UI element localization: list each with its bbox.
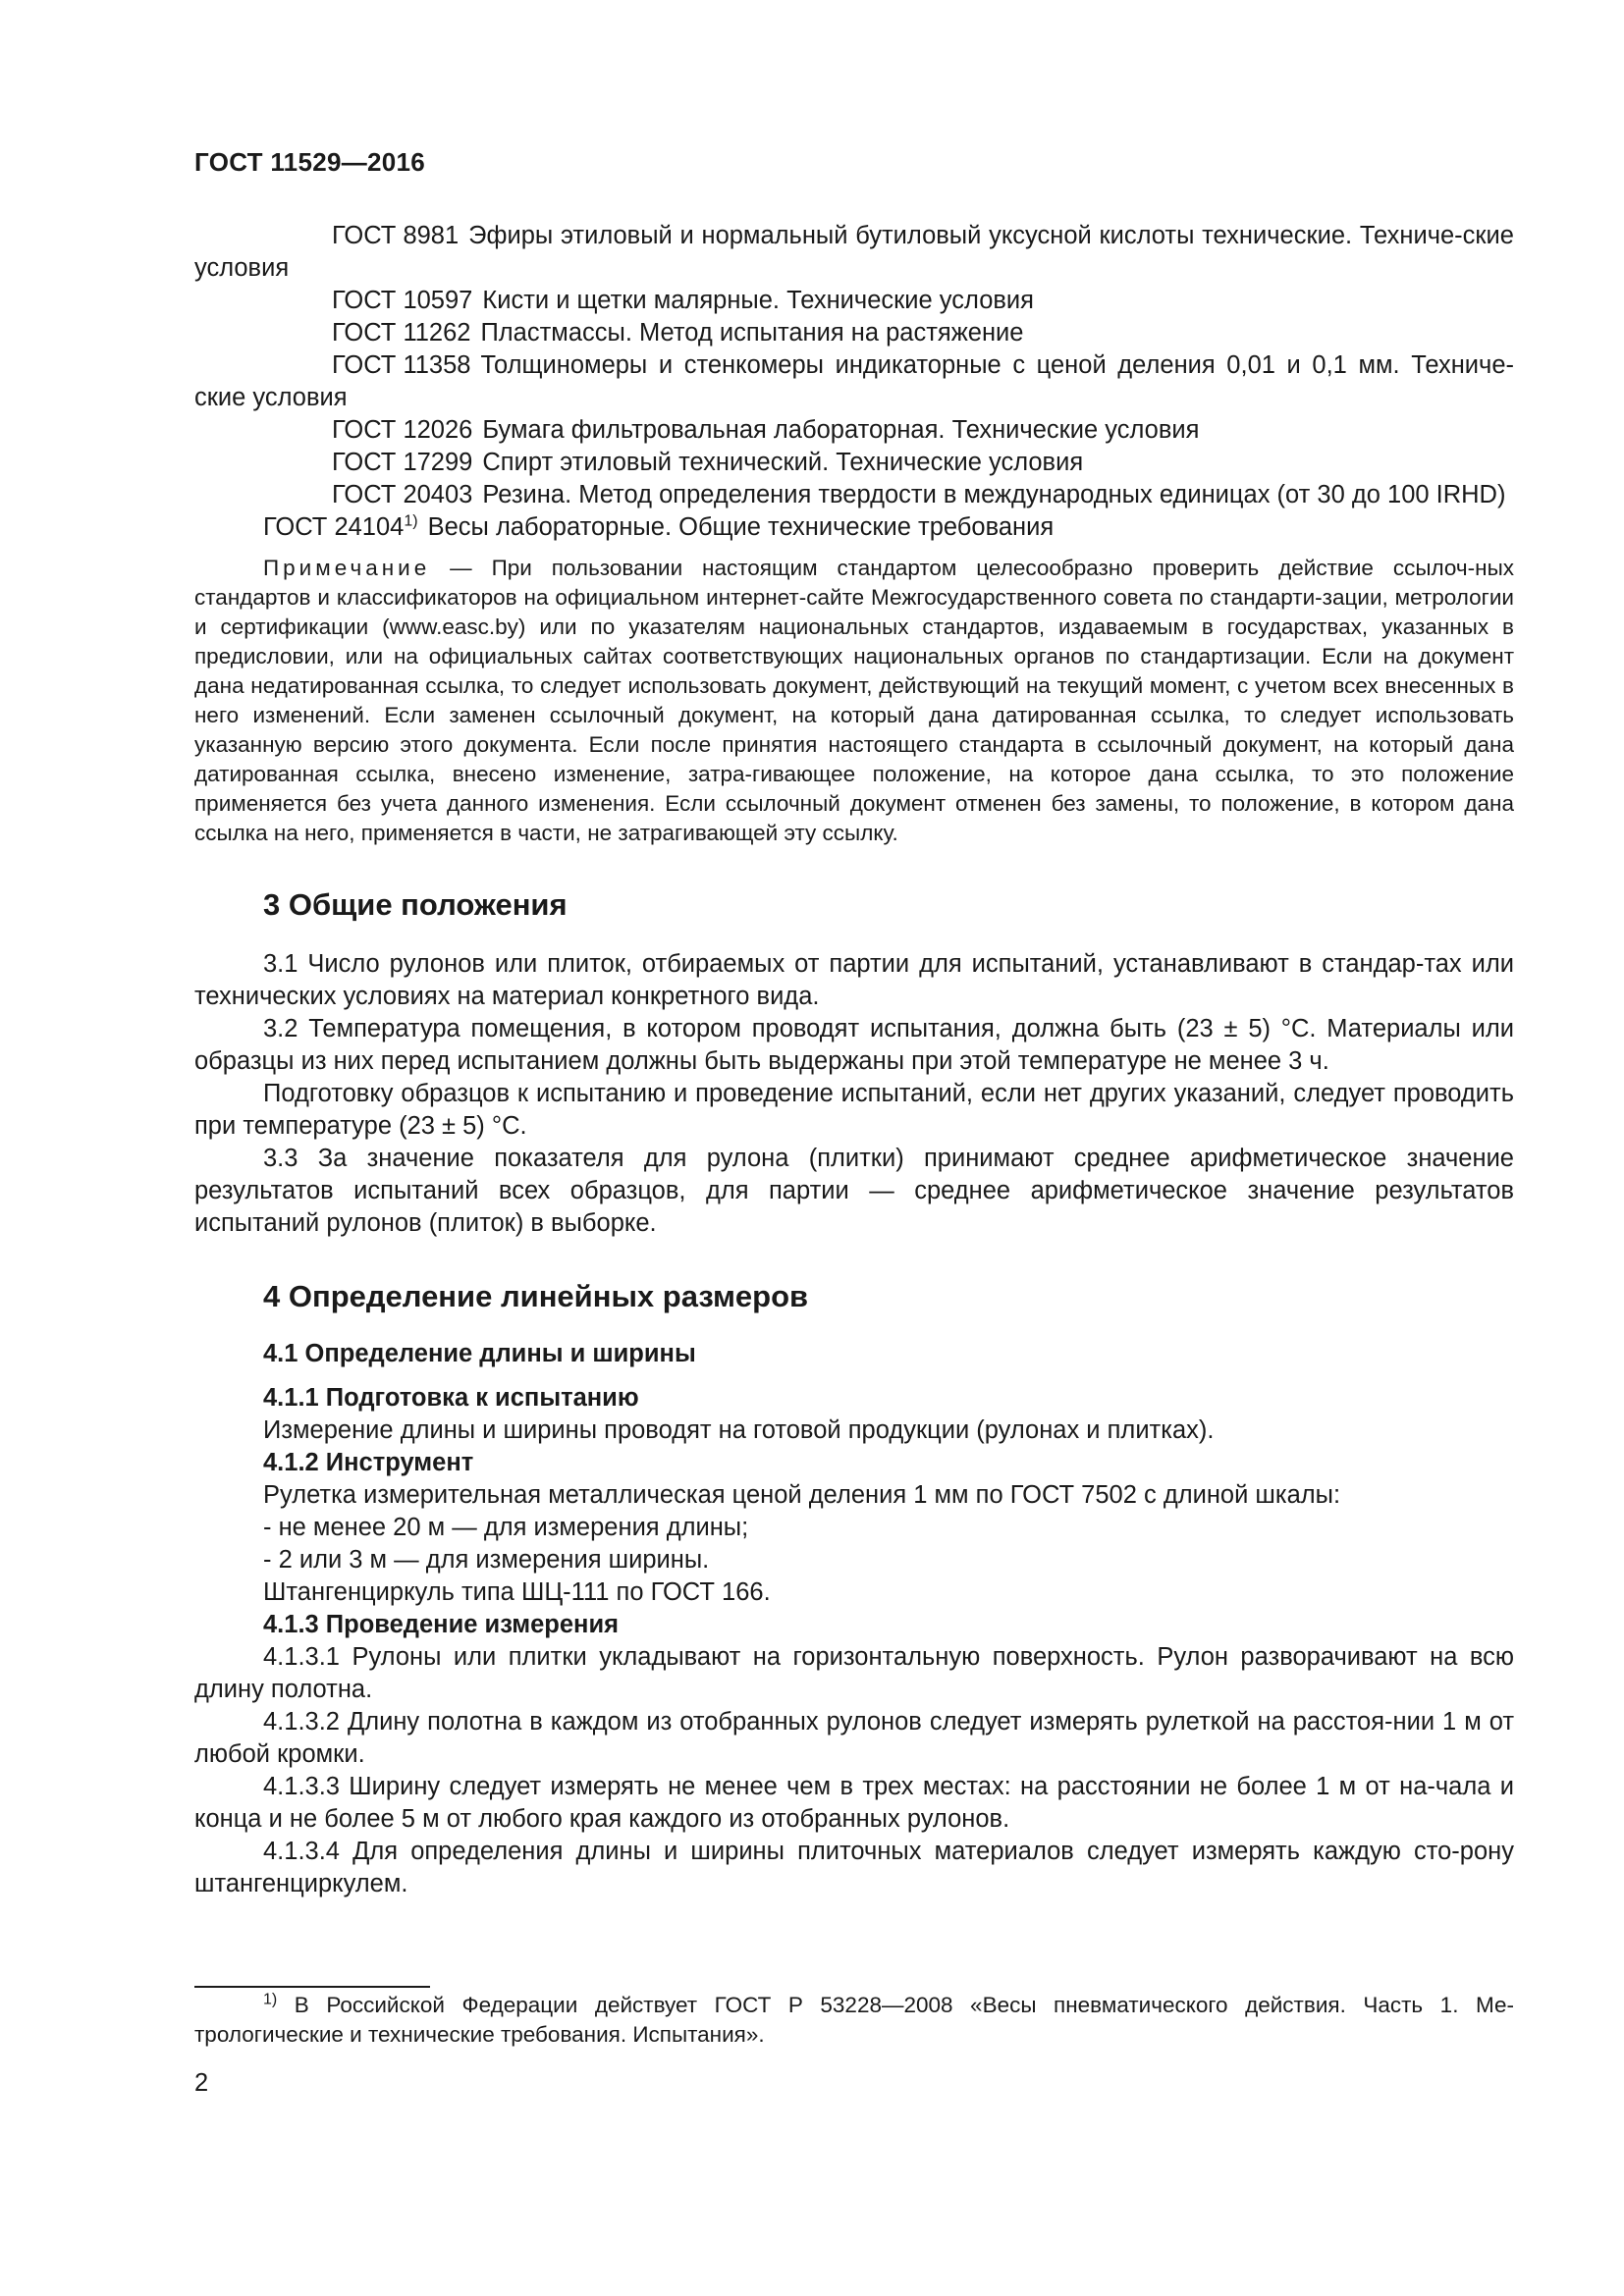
footnote-divider — [194, 1986, 430, 1988]
note-paragraph — [194, 554, 1514, 848]
list-item: - 2 или 3 м — для измерения ширины. — [263, 1546, 710, 1574]
paragraph-4-1-3-1: 4.1.3.1 Рулоны или плитки укладывают на горизонтальную поверхность. Рулон разворачивают на всю длину полотна. — [194, 1643, 1514, 1703]
reference-item — [194, 349, 1514, 414]
reference-item — [194, 511, 1514, 544]
section-4-heading: 4 Определение линейных размеров — [263, 1279, 809, 1313]
reference-text: Бумага фильтровальная лабораторная. Технические условия — [482, 416, 1200, 444]
note-text: — При пользовании настоящим стандартом целесообразно проверить действие ссылоч-ных стандартов и классификаторов на официальном интернет-сайте Межгосударственного совета по стандарти-зации, метрологии и сертификации (www.easc.by) или по указателям национальных стандартов, издаваемым в государствах, указанных в предисловии, или на официальных сайтах соответствующих национальных органов по стандартизации. Если на документ дана недатированная ссылка, то следует использовать документ, действующий на текущий момент, с учетом всех внесенных в него изменений. Если заменен ссылочный документ, на который дана датированная ссылка, то следует использовать указанную версию этого документа. Если после принятия настоящего стандарта в ссылочный документ, на который дана датированная ссылка, внесено изменение, затра-гивающее положение, на которое дана ссылка, то это положение применяется без учета данного изменения. Если ссылочный документ отменен без замены, то положение, в котором дана ссылка на него, применяется в части, не затрагивающей эту ссылку. — [194, 556, 1514, 845]
normative-references — [194, 220, 1514, 544]
reference-code: ГОСТ 11358 — [332, 351, 471, 379]
reference-text: Кисти и щетки малярные. Технические условия — [482, 287, 1034, 314]
page-number: 2 — [194, 2069, 209, 2097]
clause-4-1-2-heading: 4.1.2 Инструмент — [263, 1449, 474, 1476]
paragraph-4-1-3-4: 4.1.3.4 Для определения длины и ширины плиточных материалов следует измерять каждую сто-рону штангенциркулем. — [194, 1838, 1514, 1897]
footnote — [194, 1991, 1514, 2050]
subsection-4-1-heading: 4.1 Определение длины и ширины — [263, 1340, 696, 1367]
reference-text: Резина. Метод определения твердости в международных единицах (от 30 до 100 IRHD) — [482, 481, 1506, 508]
note-label: Примечание — [263, 556, 431, 580]
reference-item — [194, 220, 1514, 285]
paragraph-3-1: 3.1 Число рулонов или плиток, отбираемых от партии для испытаний, устанавливают в стандар-тах или технических условиях на материал конкретного вида. — [194, 950, 1514, 1010]
clause-4-1-2-text: Рулетка измерительная металлическая ценой деления 1 мм по ГОСТ 7502 с длиной шкалы: — [263, 1481, 1341, 1509]
reference-text: Весы лабораторные. Общие технические требования — [427, 513, 1055, 541]
paragraph-3-2: 3.2 Температура помещения, в котором проводят испытания, должна быть (23 ± 5) °С. Материалы или образцы из них перед испытанием должны быть выдержаны при этой температуре не менее 3 ч. — [194, 1015, 1514, 1075]
reference-text: Пластмассы. Метод испытания на растяжение — [480, 319, 1024, 347]
reference-item — [194, 447, 1514, 479]
reference-code: ГОСТ 24104 — [263, 513, 405, 541]
clause-4-1-2-caliper: Штангенциркуль типа ШЦ-111 по ГОСТ 166. — [263, 1578, 771, 1606]
clause-4-1-1-heading: 4.1.1 Подготовка к испытанию — [263, 1384, 639, 1412]
list-item: - не менее 20 м — для измерения длины; — [263, 1514, 749, 1541]
reference-text: Спирт этиловый технический. Технические условия — [482, 449, 1084, 476]
footnote-mark: 1) — [263, 1991, 278, 2008]
reference-code: ГОСТ 11262 — [332, 319, 471, 347]
reference-code: ГОСТ 20403 — [332, 481, 473, 508]
footnote-text: В Российской Федерации действует ГОСТ Р 53228—2008 «Весы пневматического действия. Часть 1. Ме-трологические и технические требования. Испытания». — [194, 1993, 1514, 2047]
reference-text: Толщиномеры и стенкомеры индикаторные с ценой деления 0,01 и 0,1 мм. Техниче-ские условия — [194, 351, 1514, 411]
paragraph-4-1-3-3: 4.1.3.3 Ширину следует измерять не менее чем в трех местах: на расстоянии не более 1 м от на-чала и конца и не более 5 м от любого края каждого из отобранных рулонов. — [194, 1773, 1514, 1833]
page-content — [194, 220, 1514, 1900]
clause-4-1-3-heading: 4.1.3 Проведение измерения — [263, 1611, 619, 1638]
reference-item — [194, 285, 1514, 317]
paragraph-4-1-3-2: 4.1.3.2 Длину полотна в каждом из отобранных рулонов следует измерять рулеткой на расстоя-нии 1 м от любой кромки. — [194, 1708, 1514, 1768]
reference-item — [194, 479, 1514, 511]
reference-code: ГОСТ 12026 — [332, 416, 473, 444]
reference-item — [194, 317, 1514, 349]
paragraph-3-3: 3.3 За значение показателя для рулона (плитки) принимают среднее арифметическое значение результатов испытаний всех образцов, для партии — среднее арифметическое значение результатов испытаний рулонов (плиток) в выборке. — [194, 1145, 1514, 1237]
reference-item — [194, 414, 1514, 447]
paragraph-3-2-cont: Подготовку образцов к испытанию и проведение испытаний, если нет других указаний, следует проводить при температуре (23 ± 5) °С. — [194, 1080, 1514, 1140]
reference-code: ГОСТ 10597 — [332, 287, 473, 314]
reference-code: ГОСТ 17299 — [332, 449, 473, 476]
document-header: ГОСТ 11529—2016 — [194, 147, 426, 177]
footnote-marker: 1) — [404, 512, 418, 530]
section-3-heading: 3 Общие положения — [263, 887, 568, 922]
reference-code: ГОСТ 8981 — [332, 222, 460, 249]
clause-4-1-1-text: Измерение длины и ширины проводят на готовой продукции (рулонах и плитках). — [263, 1416, 1215, 1444]
reference-text: Эфиры этиловый и нормальный бутиловый уксусной кислоты технические. Техниче-ские условия — [194, 222, 1514, 282]
